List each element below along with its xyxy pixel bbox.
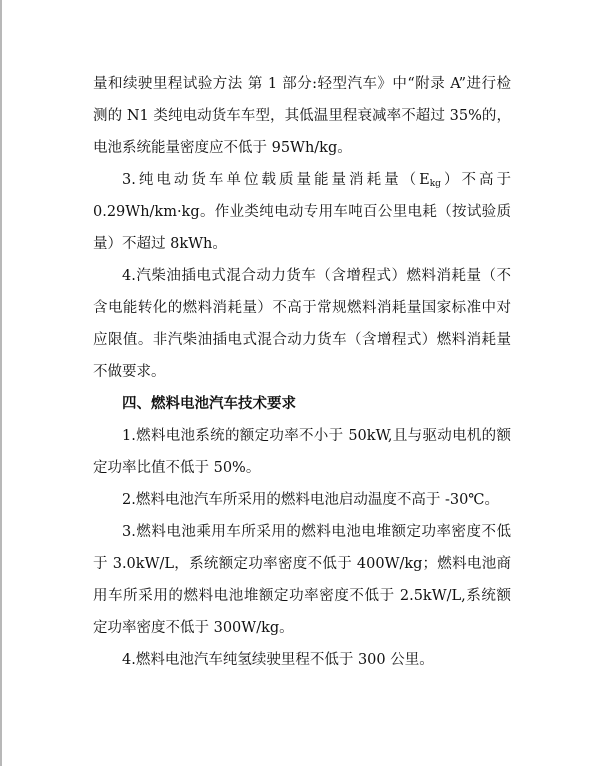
fuel-cell-item-1: 1.燃料电池系统的额定功率不小于 50kW,且与驱动电机的额定功率比值不低于 50%。 (93, 428, 511, 476)
paragraph-energy-consumption-end: ）不高于 0.29Wh/km·kg。作业类纯电动专用车吨百公里电耗（按试验质量）不超过 8kWh。 (93, 172, 512, 252)
section-heading-fuel-cell: 四、燃料电池汽车技术要求 (122, 396, 296, 412)
fuel-cell-item-3: 3.燃料电池乘用车所采用的燃料电池电堆额定功率密度不低于 3.0kW/L，系统额定功率密度不低于 400W/kg；燃料电池商用车所采用的燃料电池堆额定功率密度不低于 2.5kW/L,系统额定功率密度不低于 300W/kg。 (93, 524, 511, 636)
subscript-kg: kg (429, 179, 441, 189)
fuel-cell-item-2: 2.燃料电池汽车所采用的燃料电池启动温度不高于 -30℃。 (122, 492, 500, 508)
page-left-border (0, 0, 2, 766)
paragraph-hybrid-fuel: 4.汽柴油插电式混合动力货车（含增程式）燃料消耗量（不含电能转化的燃料消耗量）不高于常规燃料消耗量国家标准中对应限值。非汽柴油插电式混合动力货车（含增程式）燃料消耗量不做要求。 (93, 268, 511, 380)
paragraph-continuation: 量和续驶里程试验方法 第 1 部分:轻型汽车》中“附录 A”进行检测的 N1 类纯电动货车车型，其低温里程衰减率不超过 35%的，电池系统能量密度应不低于 95Wh/kg。 (93, 76, 511, 156)
paragraph-energy-consumption (93, 164, 511, 260)
document-body (93, 68, 511, 676)
paragraph-energy-consumption-start: 3.纯电动货车单位载质量能量消耗量（E (122, 172, 430, 188)
fuel-cell-item-4: 4.燃料电池汽车纯氢续驶里程不低于 300 公里。 (122, 652, 434, 668)
